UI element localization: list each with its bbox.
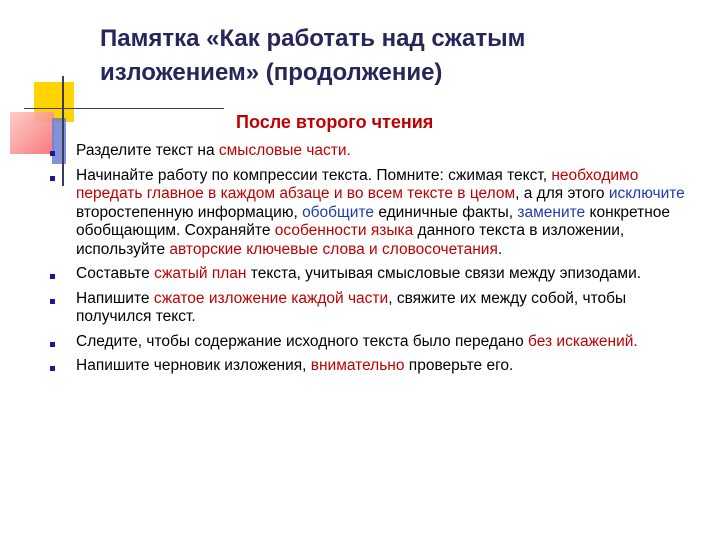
slide-title bbox=[100, 22, 680, 90]
text-segment: Следите, чтобы содержание исходного текста было передано bbox=[76, 332, 529, 350]
list-item bbox=[48, 357, 698, 376]
slide-subtitle: После второго чтения bbox=[236, 112, 434, 132]
list-item bbox=[48, 167, 698, 260]
text-segment: текста, учитывая смысловые связи между эпизодами. bbox=[246, 265, 642, 282]
text-segment: проверьте его. bbox=[404, 357, 514, 374]
list-item bbox=[48, 265, 698, 284]
square-bullet-icon bbox=[50, 274, 55, 279]
square-bullet-icon bbox=[50, 151, 55, 156]
text-segment: Составьте bbox=[76, 265, 155, 282]
text-segment: Начинайте работу по компрессии текста. Помните: сжимая текст, bbox=[76, 166, 552, 184]
highlighted-text-segment: авторские ключевые слова и словосочетания bbox=[169, 240, 498, 258]
square-bullet-icon bbox=[50, 176, 55, 181]
text-segment: второстепенную информацию, bbox=[76, 203, 303, 221]
text-segment: , а для этого bbox=[515, 185, 609, 202]
highlighted-text-segment: необходимо передать главное в каждом абзаце и во всем тексте в целом bbox=[76, 166, 639, 202]
highlighted-text-segment: без искажений. bbox=[528, 332, 638, 350]
highlighted-text-segment: исключите bbox=[608, 185, 685, 202]
highlighted-text-segment: замените bbox=[517, 203, 586, 221]
text-segment: Разделите текст на bbox=[76, 142, 219, 159]
decorative-horizontal-line bbox=[24, 108, 224, 109]
square-bullet-icon bbox=[50, 342, 55, 347]
text-segment: , свяжите их между собой, чтобы получился текст. bbox=[76, 289, 627, 325]
square-bullet-icon bbox=[50, 299, 55, 304]
highlighted-text-segment: особенности языка bbox=[274, 222, 414, 239]
list-item bbox=[48, 290, 698, 327]
text-segment: Напишите bbox=[76, 289, 154, 307]
slide-title-line-2: изложением» (продолжение) bbox=[100, 59, 443, 86]
highlighted-text-segment: сжатое изложение каждой части bbox=[153, 289, 389, 307]
text-segment: Напишите черновик изложения, bbox=[76, 357, 311, 374]
highlighted-text-segment: сжатый план bbox=[154, 265, 247, 282]
square-bullet-icon bbox=[50, 366, 55, 371]
slide-title-line-1: Памятка «Как работать над сжатым bbox=[100, 25, 526, 52]
highlighted-text-segment: обобщите bbox=[302, 203, 375, 221]
list-item bbox=[48, 333, 698, 352]
highlighted-text-segment: внимательно bbox=[310, 357, 405, 374]
text-segment: единичные факты, bbox=[374, 203, 518, 221]
text-segment: конкретное обобщающим. Сохраняйте bbox=[76, 203, 671, 239]
text-segment: данного текста в изложении, используйте bbox=[76, 222, 625, 258]
text-segment: . bbox=[497, 240, 503, 258]
instruction-list bbox=[48, 142, 698, 382]
list-item bbox=[48, 142, 698, 161]
highlighted-text-segment: смысловые части. bbox=[218, 142, 351, 159]
